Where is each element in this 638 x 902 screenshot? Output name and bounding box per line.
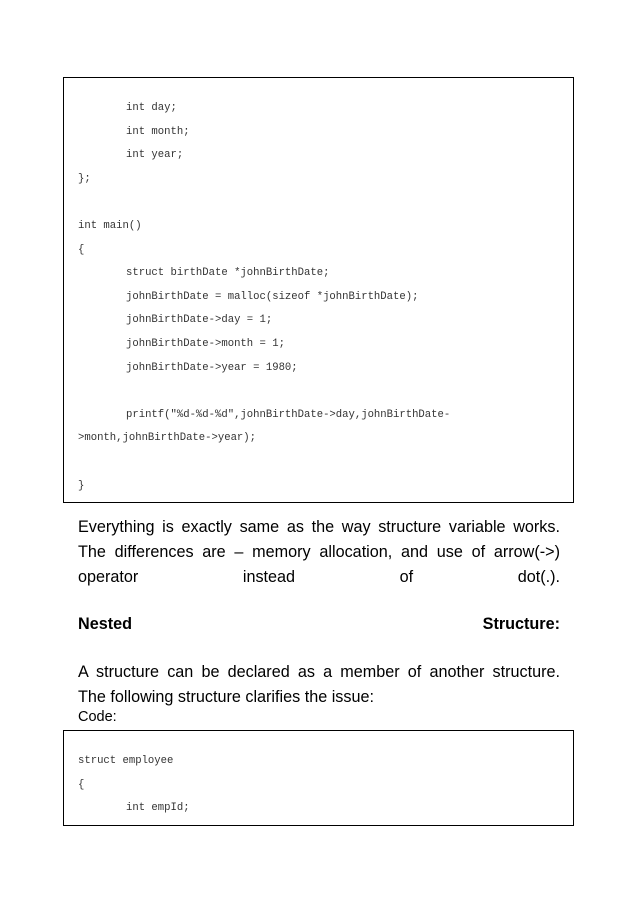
paragraph-nested-structure xyxy=(78,660,560,710)
code-line: struct birthDate *johnBirthDate; xyxy=(126,267,330,279)
code-label: Code: xyxy=(78,709,117,725)
paragraph-line xyxy=(78,565,560,590)
code-line: johnBirthDate->year = 1980; xyxy=(126,362,298,374)
heading-right: Structure: xyxy=(482,615,560,633)
word: dot(.). xyxy=(517,568,560,586)
code-line: >month,johnBirthDate->year); xyxy=(78,432,257,444)
section-heading xyxy=(78,612,560,637)
code-line: }; xyxy=(78,173,91,185)
code-line: { xyxy=(78,779,85,791)
code-line: int month; xyxy=(126,126,190,138)
code-line: int empId; xyxy=(126,802,190,814)
word: of xyxy=(399,568,414,586)
word: instead xyxy=(242,568,296,586)
heading-left: Nested xyxy=(78,615,132,633)
code-line: int main() xyxy=(78,220,142,232)
paragraph-arrow-operator xyxy=(78,515,560,590)
paragraph-line: A structure can be declared as a member of another structure. xyxy=(78,663,560,681)
code-line: johnBirthDate->month = 1; xyxy=(126,338,285,350)
paragraph-line: The differences are – memory allocation, and use of arrow(->) xyxy=(78,543,560,561)
code-line: } xyxy=(78,480,85,492)
code-line: johnBirthDate->day = 1; xyxy=(126,314,273,326)
code-line: printf("%d-%d-%d",johnBirthDate->day,johnBirthDate- xyxy=(126,409,451,421)
paragraph-line: Everything is exactly same as the way structure variable works. xyxy=(78,518,560,536)
code-line: johnBirthDate = malloc(sizeof *johnBirthDate); xyxy=(126,291,419,303)
code-line: int day; xyxy=(126,102,177,114)
paragraph-line: The following structure clarifies the issue: xyxy=(78,688,374,706)
code-line: int year; xyxy=(126,149,184,161)
code-line: struct employee xyxy=(78,755,174,767)
word: operator xyxy=(78,568,139,586)
code-block-birthdate xyxy=(63,77,574,503)
code-line: { xyxy=(78,244,85,256)
code-block-employee xyxy=(63,730,574,826)
